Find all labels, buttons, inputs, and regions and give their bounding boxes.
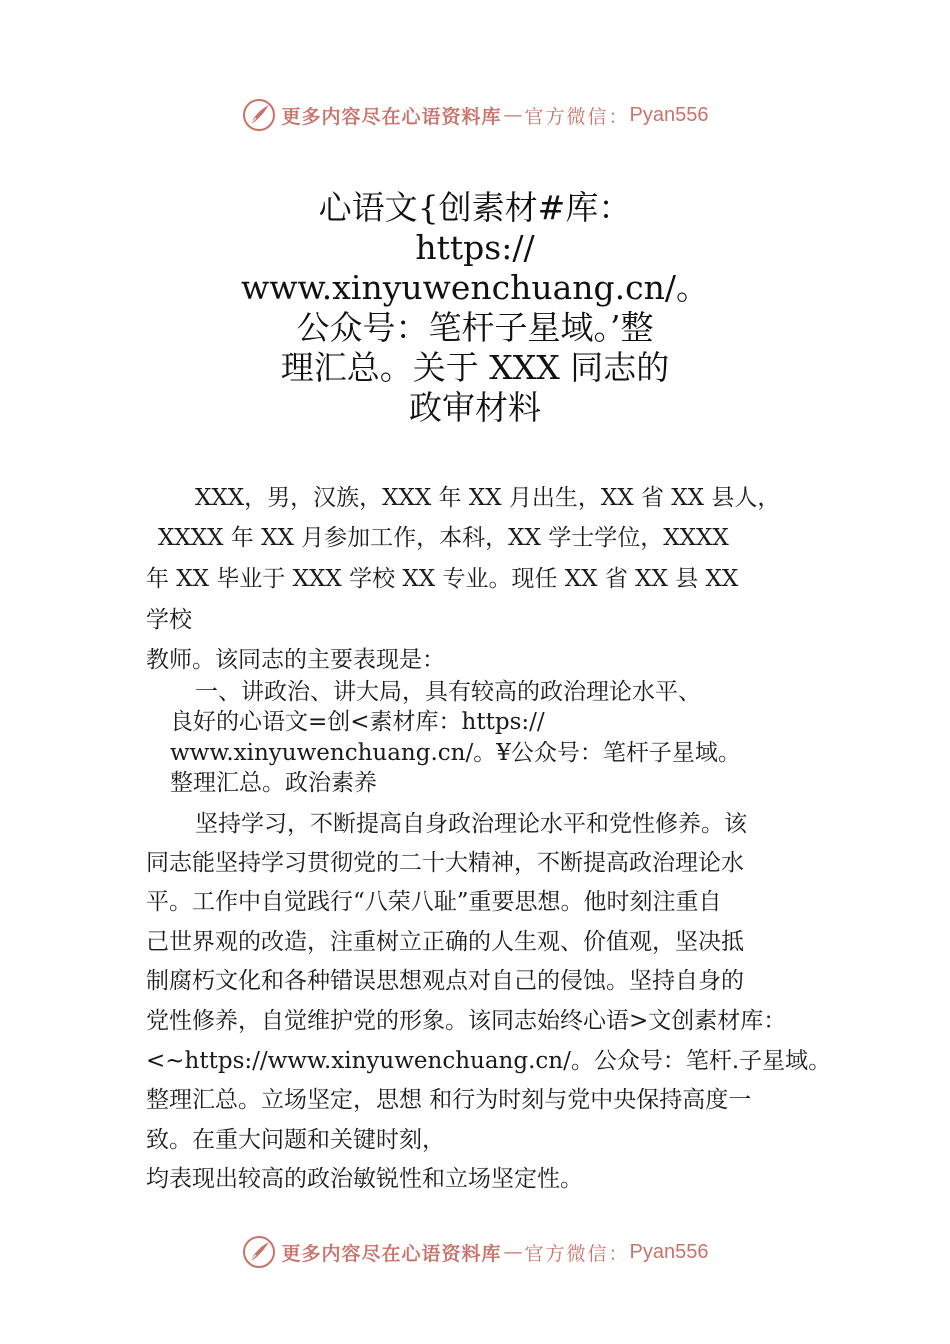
body-line: 均表现出较高的政治敏锐性和立场坚定性。 bbox=[146, 1166, 583, 1192]
title-line: 心语文{创素材#库： bbox=[318, 188, 632, 227]
body-line: 学校 bbox=[146, 607, 192, 633]
body-line: 教师。该同志的主要表现是： bbox=[146, 647, 445, 673]
body-line: 整理汇总。立场坚定，思想 和行为时刻与党中央保持高度一 bbox=[146, 1087, 752, 1113]
title-line: https:// bbox=[415, 228, 535, 267]
body-line: 己世界观的改造，注重树立正确的人生观、价值观，坚决抵 bbox=[146, 929, 744, 955]
title-line: 政审材料 bbox=[409, 388, 541, 427]
banner-wechat-label: 官方微信： bbox=[524, 105, 630, 128]
feather-pen-logo-icon bbox=[242, 1235, 276, 1269]
body-line: <~https://www.xinyuwenchuang.cn/。公众号：笔杆.子星域。 bbox=[146, 1048, 832, 1074]
banner-dash: — bbox=[503, 104, 523, 126]
body-line: 同志能坚持学习贯彻党的二十大精神，不断提高政治理论水 bbox=[146, 850, 744, 876]
body-line: 致。在重大问题和关键时刻， bbox=[146, 1127, 445, 1153]
banner-slogan: 更多内容尽在心语资料库 bbox=[281, 1242, 502, 1265]
section-heading-line: www.xinyuwenchuang.cn/。¥公众号：笔杆子星域。 bbox=[170, 740, 741, 766]
header-banner bbox=[0, 95, 950, 135]
body-line: 坚持学习，不断提高自身政治理论水平和党性修养。该 bbox=[195, 811, 747, 837]
body-line: 党性修养，自觉维护党的形象。该同志始终心语>文创素材库： bbox=[146, 1008, 787, 1034]
body-line: XXX，男，汉族，XXX 年 XX 月出生，XX 省 XX 县人， bbox=[195, 485, 781, 511]
banner-slogan: 更多内容尽在心语资料库 bbox=[281, 105, 502, 128]
title-line: 理汇总。关于 XXX 同志的 bbox=[280, 348, 670, 387]
body-line: 年 XX 毕业于 XXX 学校 XX 专业。现任 XX 省 XX 县 XX bbox=[146, 566, 739, 592]
title-line: www.xinyuwenchuang.cn/。 bbox=[240, 268, 710, 307]
body-line: 平。工作中自觉践行“八荣八耻”重要思想。他时刻注重自 bbox=[146, 889, 722, 915]
footer-banner bbox=[0, 1232, 950, 1272]
body-line: XXXX 年 XX 月参加工作，本科，XX 学士学位，XXXX bbox=[158, 525, 729, 551]
feather-pen-logo-icon bbox=[242, 98, 276, 132]
section-heading-line: 整理汇总。政治素养 bbox=[170, 770, 377, 796]
section-heading-line: 一、讲政治、讲大局，具有较高的政治理论水平、 bbox=[195, 679, 701, 705]
section-heading-line: 良好的心语文=创<素材库：https:// bbox=[170, 709, 545, 735]
body-line: 制腐朽文化和各种错误思想观点对自己的侵蚀。坚持自身的 bbox=[146, 968, 744, 994]
title-line: 公众号：笔杆子星域。’整 bbox=[296, 308, 654, 347]
document-title bbox=[150, 188, 800, 428]
banner-wechat-id: Pyan556 bbox=[629, 103, 709, 126]
banner-wechat-label: 官方微信： bbox=[524, 1242, 630, 1265]
banner-dash: — bbox=[503, 1241, 523, 1263]
banner-wechat-id: Pyan556 bbox=[629, 1240, 709, 1263]
